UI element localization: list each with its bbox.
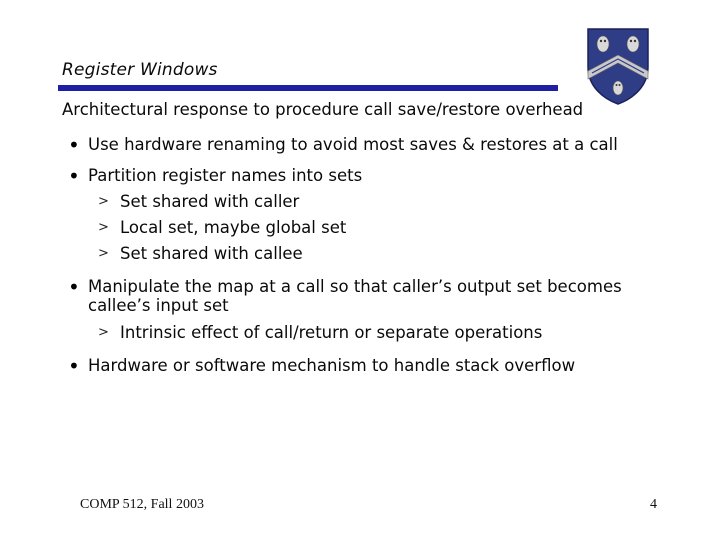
bullet-text: Hardware or software mechanism to handle stack overflow — [88, 356, 576, 375]
page-number: 4 — [650, 497, 657, 512]
sub-bullet-text: Set shared with caller — [120, 192, 300, 211]
bullet-marker: • — [68, 133, 80, 157]
sub-bullet-marker: > — [98, 325, 109, 340]
bullet-text: Use hardware renaming to avoid most saves & restores at a call — [88, 135, 618, 154]
sub-bullet-text: Intrinsic effect of call/return or separate operations — [120, 323, 543, 342]
bullet-marker: • — [68, 354, 80, 378]
sub-bullet-text: Set shared with callee — [120, 244, 303, 263]
bullet-text: Manipulate the map at a call so that caller’s output set becomes callee’s input set — [88, 277, 622, 315]
rice-university-shield-icon — [586, 27, 650, 105]
sub-bullet-marker: > — [98, 246, 109, 261]
slide-subtitle: Architectural response to procedure call save/restore overhead — [62, 100, 584, 119]
sub-bullet-marker: > — [98, 194, 109, 209]
slide-title: Register Windows — [62, 60, 218, 80]
title-underline — [58, 85, 558, 91]
sub-bullet-marker: > — [98, 220, 109, 235]
footer-course: COMP 512, Fall 2003 — [80, 497, 204, 512]
sub-bullet-text: Local set, maybe global set — [120, 218, 347, 237]
bullet-text: Partition register names into sets — [88, 166, 363, 185]
bullet-marker: • — [68, 275, 80, 299]
bullet-marker: • — [68, 164, 80, 188]
